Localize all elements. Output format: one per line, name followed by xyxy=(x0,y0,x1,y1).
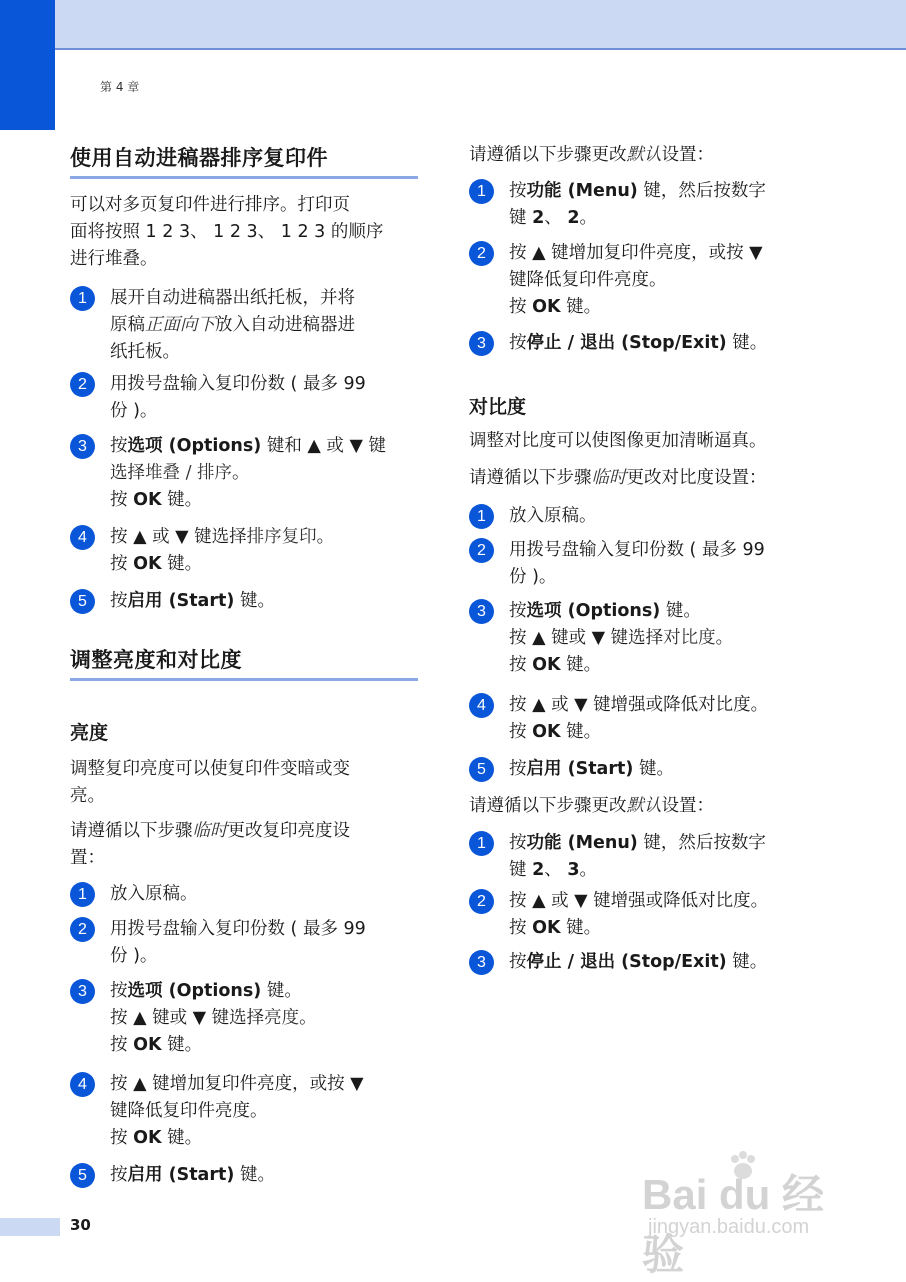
para-line: 请遵循以下步骤更改默认设置： xyxy=(469,796,714,816)
step-number: 3 xyxy=(70,979,95,1004)
step-text: 份 )。 xyxy=(509,567,557,587)
chapter-label: 第 4 章 xyxy=(100,80,140,94)
step-text: 按 ▲ 或 ▼ 键增强或降低对比度。 xyxy=(509,695,769,715)
step-number: 3 xyxy=(469,331,494,356)
chapter-tab xyxy=(0,0,55,130)
para-line: 置： xyxy=(70,848,105,868)
key-name: 停止 / 退出 (Stop/Exit) xyxy=(526,333,727,353)
baidu-watermark xyxy=(642,1150,862,1278)
step-text: 键降低复印件亮度。 xyxy=(110,1101,268,1121)
page-number-bar xyxy=(0,1218,60,1236)
ok-key: OK xyxy=(133,1035,162,1055)
step-text: 键降低复印件亮度。 xyxy=(509,270,667,290)
step-number: 5 xyxy=(70,589,95,614)
step-number: 3 xyxy=(469,950,494,975)
step-number: 1 xyxy=(469,504,494,529)
key-name: 启用 (Start) xyxy=(127,1165,235,1185)
watermark-url: jingyan.baidu.com xyxy=(648,1216,810,1238)
ok-key: OK xyxy=(532,297,561,317)
subsection-title-contrast: 对比度 xyxy=(469,396,527,418)
step-number: 3 xyxy=(70,434,95,459)
ok-key: OK xyxy=(133,554,162,574)
step-text: 纸托板。 xyxy=(110,342,180,362)
key-name: 功能 (Menu) xyxy=(526,833,638,853)
step-number: 1 xyxy=(469,831,494,856)
step-number: 4 xyxy=(70,525,95,550)
watermark-logo: Bai du 经验 xyxy=(642,1171,825,1278)
step-number: 4 xyxy=(469,693,494,718)
step-text: 份 )。 xyxy=(110,946,158,966)
para-line: 请遵循以下步骤临时更改复印亮度设 xyxy=(70,821,350,841)
ok-key: OK xyxy=(133,1128,162,1148)
subsection-title-brightness: 亮度 xyxy=(70,722,109,744)
intro-line: 可以对多页复印件进行排序。打印页 xyxy=(70,195,350,215)
section-title-brightness-contrast: 调整亮度和对比度 xyxy=(70,644,418,681)
step-number: 5 xyxy=(70,1163,95,1188)
key-name: 选项 (Options) xyxy=(127,436,262,456)
step-number: 1 xyxy=(469,179,494,204)
ok-key: OK xyxy=(532,655,561,675)
key-name: 启用 (Start) xyxy=(526,759,634,779)
step-number: 1 xyxy=(70,882,95,907)
step-text: 份 )。 xyxy=(110,401,158,421)
section-title-collate: 使用自动进稿器排序复印件 xyxy=(70,142,418,179)
intro-line: 进行堆叠。 xyxy=(70,249,158,269)
step-number: 4 xyxy=(70,1072,95,1097)
step-text: 放入原稿。 xyxy=(110,884,198,904)
step-text: 用拨号盘输入复印份数 ( 最多 99 xyxy=(509,540,765,560)
menu-option: 对比度 xyxy=(663,628,716,648)
key-name: 启用 (Start) xyxy=(127,591,235,611)
step-text: 按 ▲ 或 ▼ 键增强或降低对比度。 xyxy=(509,891,769,911)
step-text: 放入原稿。 xyxy=(509,506,597,526)
step-number: 2 xyxy=(70,917,95,942)
intro-line: 面将按照 1 2 3、 1 2 3、 1 2 3 的顺序 xyxy=(70,222,384,242)
ok-key: OK xyxy=(532,722,561,742)
para-line: 调整对比度可以使图像更加清晰逼真。 xyxy=(469,431,767,451)
menu-option: 排序复印 xyxy=(246,527,317,547)
key-name: 功能 (Menu) xyxy=(526,181,638,201)
para-line: 亮。 xyxy=(70,786,105,806)
para-line: 请遵循以下步骤临时更改对比度设置： xyxy=(469,468,767,488)
para-line: 调整复印亮度可以使复印件变暗或变 xyxy=(70,759,350,779)
step-number: 2 xyxy=(469,889,494,914)
menu-option: 亮度 xyxy=(264,1008,300,1028)
menu-option: 堆叠 / 排序 xyxy=(145,463,233,483)
step-text: 用拨号盘输入复印份数 ( 最多 99 xyxy=(110,374,366,394)
key-name: 选项 (Options) xyxy=(127,981,262,1001)
step-text: 按 ▲ 键增加复印件亮度，或按 ▼ xyxy=(509,243,763,263)
step-text: 按 ▲ 键增加复印件亮度，或按 ▼ xyxy=(110,1074,364,1094)
ok-key: OK xyxy=(532,918,561,938)
emphasis-text: 正面向下 xyxy=(145,315,215,335)
step-number: 2 xyxy=(469,538,494,563)
step-number: 3 xyxy=(469,599,494,624)
step-text: 展开自动进稿器出纸托板，并将 xyxy=(110,288,355,308)
page-number: 30 xyxy=(70,1216,91,1234)
header-bar xyxy=(0,0,906,50)
step-text: 用拨号盘输入复印份数 ( 最多 99 xyxy=(110,919,366,939)
para-line: 请遵循以下步骤更改默认设置： xyxy=(469,145,714,165)
step-number: 2 xyxy=(469,241,494,266)
step-number: 1 xyxy=(70,286,95,311)
step-number: 2 xyxy=(70,372,95,397)
ok-key: OK xyxy=(133,490,162,510)
key-name: 选项 (Options) xyxy=(526,601,661,621)
step-number: 5 xyxy=(469,757,494,782)
key-name: 停止 / 退出 (Stop/Exit) xyxy=(526,952,727,972)
